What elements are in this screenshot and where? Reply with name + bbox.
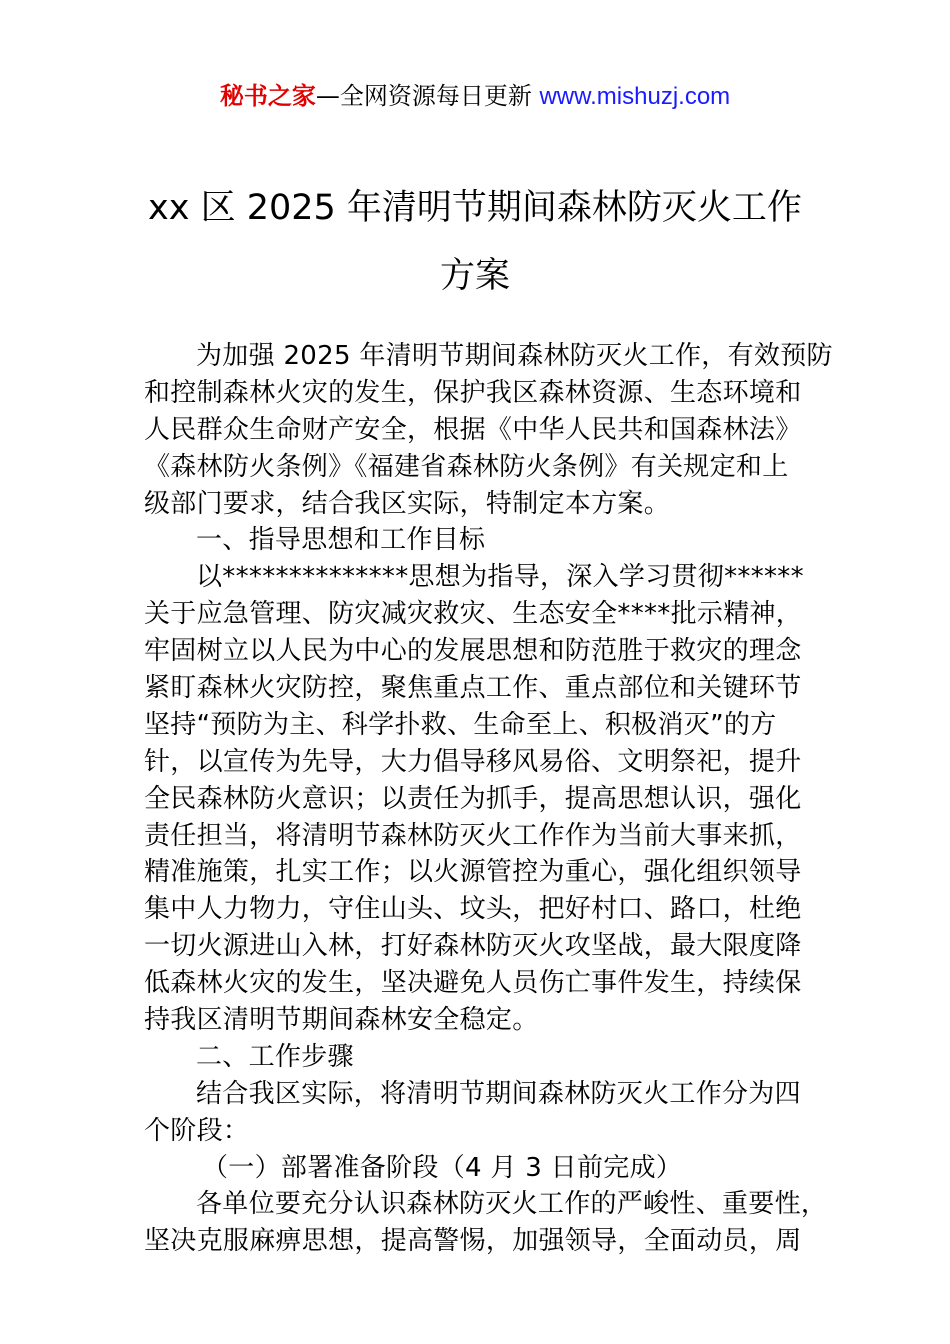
paragraph-line: 和控制森林火灾的发生，保护我区森林资源、生态环境和 xyxy=(144,377,802,408)
paragraph-line: 全民森林防火意识；以责任为抓手，提高思想认识，强化 xyxy=(144,783,802,814)
paragraph-line: 个阶段： xyxy=(144,1115,250,1146)
subsection-heading: （一）部署准备阶段（4 月 3 日前完成） xyxy=(202,1152,683,1183)
paragraph-line: 集中人力物力，守住山头、坟头，把好村口、路口，杜绝 xyxy=(144,894,802,925)
site-header xyxy=(0,78,950,115)
document-title xyxy=(0,174,950,310)
paragraph-line: 关于应急管理、防灾减灾救灾、生态安全****批示精神， xyxy=(144,599,803,630)
paragraph-line: 级部门要求，结合我区实际，特制定本方案。 xyxy=(144,488,671,519)
site-slogan: —全网资源每日更新 xyxy=(315,82,540,110)
paragraph-line: 以**************思想为指导，深入学习贯彻****** xyxy=(196,562,804,593)
paragraph-line: 针，以宣传为先导，大力倡导移风易俗、文明祭祀，提升 xyxy=(144,746,802,777)
section-heading: 二、工作步骤 xyxy=(196,1041,354,1072)
paragraph-line: 一切火源进山入林，打好森林防灭火攻坚战，最大限度降 xyxy=(144,931,802,962)
paragraph-line: 牢固树立以人民为中心的发展思想和防范胜于救灾的理念 xyxy=(144,636,802,667)
paragraph-line: 低森林火灾的发生，坚决避免人员伤亡事件发生，持续保 xyxy=(144,968,802,999)
paragraph-line: 为加强 2025 年清明节期间森林防灭火工作，有效预防 xyxy=(196,341,833,371)
section-heading: 一、指导思想和工作目标 xyxy=(196,525,486,556)
paragraph-line: 紧盯森林火灾防控，聚焦重点工作、重点部位和关键环节 xyxy=(144,673,802,704)
title-line-1: xx 区 2025 年清明节期间森林防灭火工作 xyxy=(148,188,802,228)
paragraph-line: 持我区清明节期间森林安全稳定。 xyxy=(144,1005,539,1036)
paragraph-line: 结合我区实际，将清明节期间森林防灭火工作分为四 xyxy=(196,1078,801,1109)
paragraph-line: 《森林防火条例》《福建省森林防火条例》有关规定和上 xyxy=(144,451,789,482)
document-body xyxy=(144,338,833,1260)
site-brand: 秘书之家 xyxy=(219,82,316,110)
paragraph-line: 人民群众生命财产安全，根据《中华人民共和国森林法》 xyxy=(144,414,802,445)
site-url-link[interactable]: www.mishuzj.com xyxy=(539,83,731,110)
paragraph-line: 各单位要充分认识森林防灭火工作的严峻性、重要性， xyxy=(196,1189,828,1220)
paragraph-line: 责任担当，将清明节森林防灭火工作作为当前大事来抓， xyxy=(144,820,802,851)
title-line-2: 方案 xyxy=(439,256,510,296)
paragraph-line: 坚持“预防为主、科学扑救、生命至上、积极消灭”的方 xyxy=(144,709,777,740)
paragraph-line: 精准施策，扎实工作；以火源管控为重心，强化组织领导 xyxy=(144,857,802,888)
paragraph-line: 坚决克服麻痹思想，提高警惕，加强领导，全面动员，周 xyxy=(144,1226,802,1257)
